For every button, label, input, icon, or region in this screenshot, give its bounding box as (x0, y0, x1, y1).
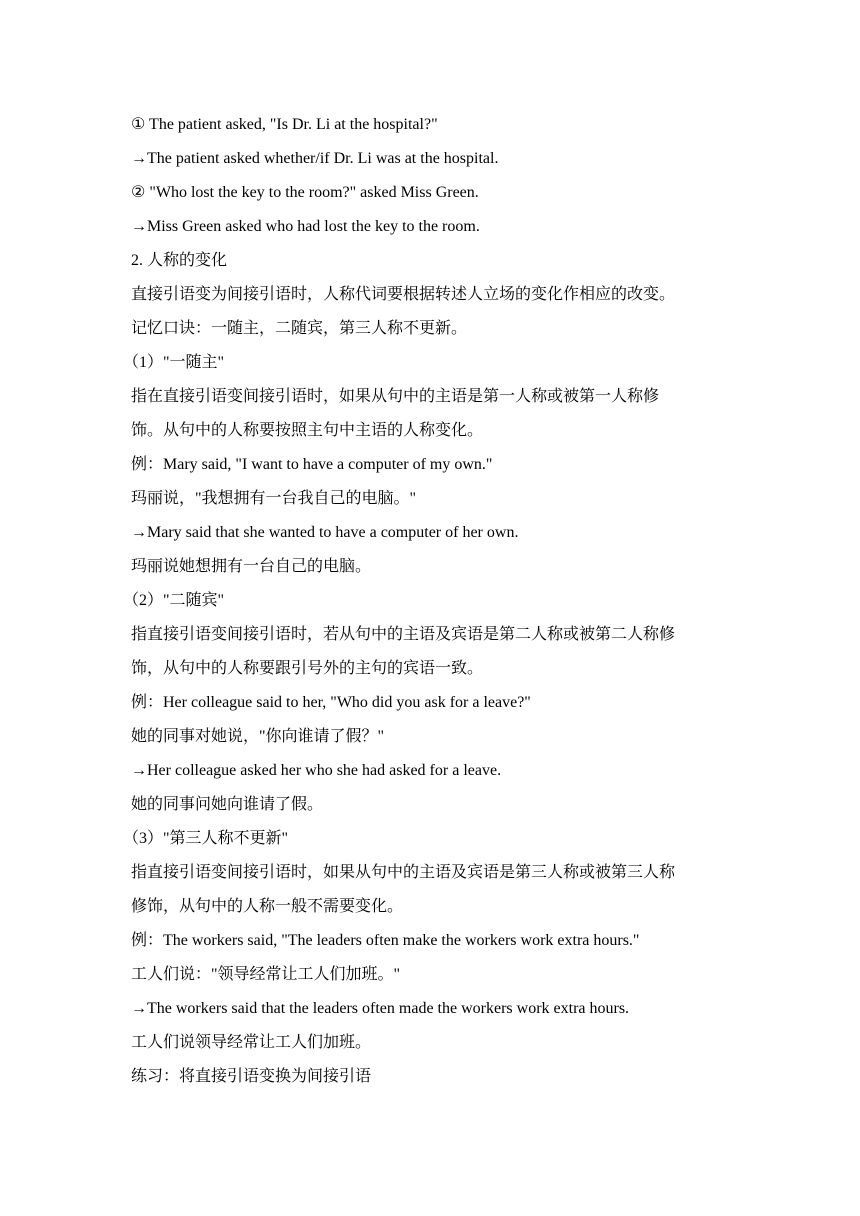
document-page (123, 108, 741, 1094)
example-1-direct: ① The patient asked, "Is Dr. Li at the hospital?" (131, 116, 438, 133)
subheading-3: （3）"第三人称不更新" (123, 830, 289, 847)
exercise-heading: 练习：将直接引语变换为间接引语 (131, 1068, 372, 1085)
example-colleague-en: 例：Her colleague said to her, "Who did you ask for a leave?" (131, 694, 531, 711)
example-mary-indirect-en: →Mary said that she wanted to have a computer of her own. (131, 524, 519, 541)
example-mary-en: 例：Mary said, "I want to have a computer of my own." (131, 456, 493, 473)
example-workers-indirect-zh: 工人们说领导经常让工人们加班。 (131, 1034, 372, 1051)
example-workers-indirect-en: →The workers said that the leaders often made the workers work extra hours. (131, 1000, 630, 1017)
rule-1-line-2: 饰。从句中的人称要按照主句中主语的人称变化。 (131, 422, 484, 439)
mnemonic: 记忆口诀：一随主，二随宾，第三人称不更新。 (131, 320, 468, 337)
subheading-2: （2）"二随宾" (123, 592, 225, 609)
example-mary-indirect-zh: 玛丽说她想拥有一台自己的电脑。 (131, 558, 372, 575)
example-workers-zh: 工人们说："领导经常让工人们加班。" (131, 966, 401, 983)
example-colleague-indirect-en: →Her colleague asked her who she had asked for a leave. (131, 762, 502, 779)
section-heading-person-change: 2. 人称的变化 (131, 252, 228, 269)
rule-1-line-1: 指在直接引语变间接引语时，如果从句中的主语是第一人称或被第一人称修 (131, 388, 660, 405)
example-colleague-zh: 她的同事对她说，"你向谁请了假？" (131, 728, 385, 745)
example-workers-en: 例：The workers said, "The leaders often make the workers work extra hours." (131, 932, 640, 949)
rule-3-line-1: 指直接引语变间接引语时，如果从句中的主语及宾语是第三人称或被第三人称 (131, 864, 676, 881)
example-colleague-indirect-zh: 她的同事问她向谁请了假。 (131, 796, 324, 813)
example-mary-zh: 玛丽说，"我想拥有一台我自己的电脑。" (131, 490, 417, 507)
rule-3-line-2: 修饰，从句中的人称一般不需要变化。 (131, 898, 404, 915)
example-2-direct: ② "Who lost the key to the room?" asked Miss Green. (131, 184, 479, 201)
example-2-indirect: →Miss Green asked who had lost the key to the room. (131, 218, 480, 235)
paragraph-intro: 直接引语变为间接引语时，人称代词要根据转述人立场的变化作相应的改变。 (131, 286, 676, 303)
rule-2-line-1: 指直接引语变间接引语时，若从句中的主语及宾语是第二人称或被第二人称修 (131, 626, 676, 643)
subheading-1: （1）"一随主" (123, 354, 225, 371)
rule-2-line-2: 饰，从句中的人称要跟引号外的主句的宾语一致。 (131, 660, 484, 677)
example-1-indirect: →The patient asked whether/if Dr. Li was at the hospital. (131, 150, 499, 167)
